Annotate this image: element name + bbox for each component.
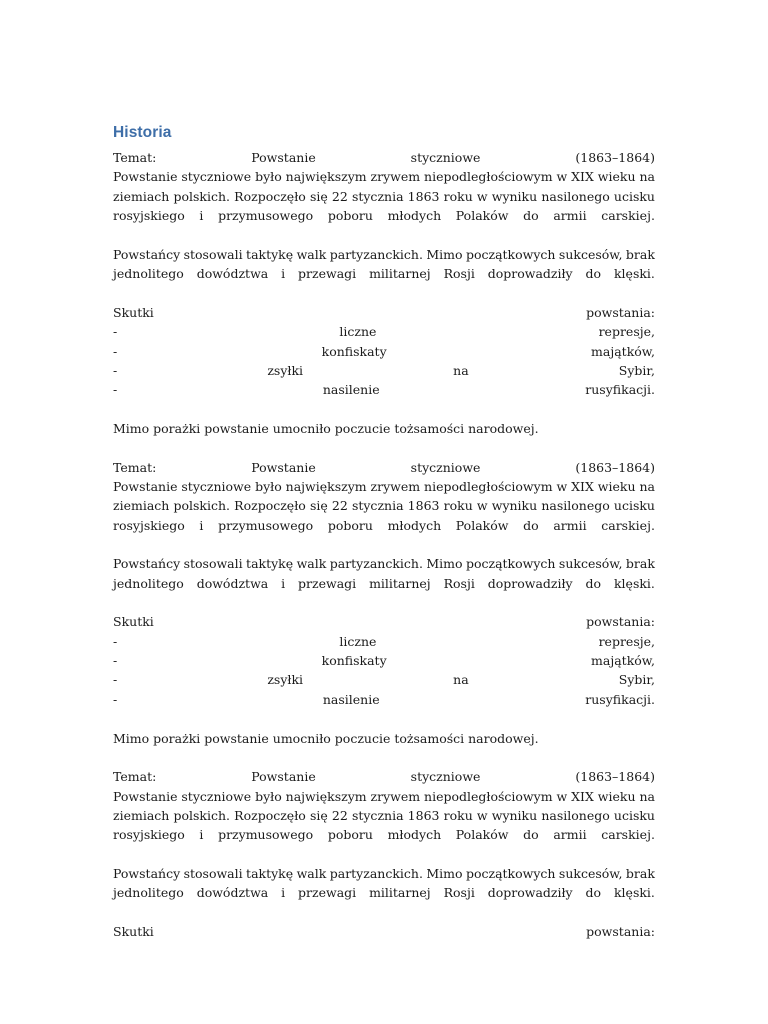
- word: polskich.: [173, 807, 231, 823]
- word: partyzanckich.: [329, 556, 423, 572]
- word: brak: [625, 556, 655, 572]
- word: roku: [443, 188, 473, 204]
- text-line: [113, 361, 655, 381]
- word: militarnej: [369, 885, 431, 901]
- text-line: [113, 825, 655, 845]
- word: Powstanie: [251, 150, 316, 165]
- word: Powstańcy: [113, 556, 181, 572]
- word: stycznia: [351, 807, 404, 823]
- word: Rosji: [443, 885, 475, 901]
- word: dowództwa: [196, 575, 269, 591]
- word: jednolitego: [113, 885, 184, 901]
- word: klęski.: [613, 266, 655, 282]
- text-line: [113, 612, 655, 632]
- word: nasilenie: [322, 382, 380, 398]
- word: przewagi: [298, 885, 357, 901]
- word: brak: [625, 246, 655, 262]
- word: brak: [625, 865, 655, 881]
- word: doprowadziły: [487, 575, 573, 591]
- word: ziemiach: [113, 807, 170, 823]
- word: zrywem: [370, 478, 421, 494]
- word: styczniowe: [181, 788, 252, 804]
- word: XIX: [571, 169, 594, 185]
- word: Powstanie: [251, 769, 316, 785]
- word: wyniku: [491, 498, 538, 514]
- word: Powstanie: [113, 169, 178, 185]
- word: nasilonego: [541, 807, 610, 823]
- word: armii: [553, 208, 587, 224]
- text-line: [113, 883, 655, 903]
- word: największym: [285, 788, 367, 804]
- word: militarnej: [369, 266, 431, 282]
- word: (1863–1864): [575, 769, 655, 785]
- word: stycznia: [351, 188, 404, 204]
- word: Powstanie: [251, 459, 316, 475]
- word: 22: [331, 807, 348, 823]
- word: Rosji: [443, 266, 475, 282]
- text-line: [113, 516, 655, 536]
- word: w: [556, 478, 568, 494]
- word: carskiej.: [601, 517, 655, 533]
- word: sukcesów,: [558, 556, 623, 572]
- word: partyzanckich.: [329, 865, 423, 881]
- word: było: [255, 788, 282, 804]
- word: nasilenie: [322, 691, 380, 707]
- word: i: [281, 575, 286, 591]
- word: -: [113, 382, 118, 398]
- word: na: [639, 478, 655, 494]
- word: Mimo porażki powstanie umocniło poczucie tożsamości narodowej.: [113, 730, 539, 746]
- word: 1863: [407, 188, 440, 204]
- word: 1863: [407, 807, 440, 823]
- word: wyniku: [491, 807, 538, 823]
- text-line: [113, 477, 655, 497]
- text-line: [113, 787, 655, 807]
- word: dowództwa: [196, 266, 269, 282]
- text-line: [113, 632, 655, 652]
- word: Powstańcy: [113, 865, 181, 881]
- word: ziemiach: [113, 498, 170, 514]
- word: (1863–1864): [575, 150, 655, 165]
- word: w: [476, 498, 488, 514]
- word: i: [199, 208, 204, 224]
- text-line: [113, 245, 655, 265]
- word: -: [113, 324, 118, 340]
- word: sukcesów,: [558, 865, 623, 881]
- word: do: [585, 575, 602, 591]
- word: przymusowego: [218, 517, 314, 533]
- word: Mimo porażki powstanie umocniło poczucie tożsamości narodowej.: [113, 420, 539, 436]
- word: na: [639, 169, 655, 185]
- word: początkowych: [465, 246, 556, 262]
- word: Rosji: [443, 575, 475, 591]
- word: było: [255, 169, 282, 185]
- word: rusyfikacji.: [585, 382, 655, 398]
- word: dowództwa: [196, 885, 269, 901]
- word: walk: [296, 556, 327, 572]
- word: nasilonego: [541, 188, 610, 204]
- word: stosowali: [183, 246, 243, 262]
- word: zsyłki: [267, 672, 304, 688]
- word: rosyjskiego: [113, 827, 185, 843]
- word: największym: [285, 478, 367, 494]
- text-line: [113, 264, 655, 284]
- word: poboru: [327, 827, 373, 843]
- word: i: [199, 517, 204, 533]
- word: Temat:: [113, 150, 157, 165]
- text-line: [113, 554, 655, 574]
- word: Skutki: [113, 304, 154, 320]
- word: się: [309, 807, 328, 823]
- word: niepodległościowym: [424, 169, 553, 185]
- word: -: [113, 633, 118, 649]
- word: polskich.: [173, 188, 231, 204]
- word: Powstańcy: [113, 246, 181, 262]
- word: 22: [331, 498, 348, 514]
- word: styczniowe: [181, 169, 252, 185]
- word: styczniowe: [410, 459, 481, 475]
- text-line: [113, 419, 655, 439]
- word: 22: [331, 188, 348, 204]
- word: Powstanie: [113, 788, 178, 804]
- word: wieku: [597, 788, 636, 804]
- word: stycznia: [351, 498, 404, 514]
- word: XIX: [571, 788, 594, 804]
- text-line: [113, 670, 655, 690]
- text-line: [113, 651, 655, 671]
- page-title: Historia: [113, 124, 172, 141]
- word: Skutki: [113, 924, 154, 939]
- word: klęski.: [613, 575, 655, 591]
- text-line: [113, 574, 655, 594]
- word: Rozpoczęło: [234, 807, 306, 823]
- word: rusyfikacji.: [585, 691, 655, 707]
- word: młodych: [387, 517, 442, 533]
- word: do: [523, 208, 539, 224]
- word: (1863–1864): [575, 459, 655, 475]
- text-line: [113, 458, 655, 478]
- text-line: [113, 148, 655, 168]
- word: liczne: [339, 633, 377, 649]
- word: młodych: [387, 827, 442, 843]
- text-line: [113, 864, 655, 884]
- word: walk: [296, 246, 327, 262]
- word: poboru: [327, 517, 373, 533]
- word: Sybir,: [618, 362, 655, 378]
- word: wieku: [597, 169, 636, 185]
- word: początkowych: [465, 556, 556, 572]
- word: i: [199, 827, 204, 843]
- word: rosyjskiego: [113, 517, 185, 533]
- word: do: [585, 885, 602, 901]
- word: represje,: [598, 633, 655, 649]
- word: rosyjskiego: [113, 208, 185, 224]
- word: Temat:: [113, 459, 157, 475]
- word: ucisku: [613, 498, 655, 514]
- word: Sybir,: [618, 672, 655, 688]
- word: powstania:: [586, 304, 655, 320]
- word: jednolitego: [113, 575, 184, 591]
- word: majątków,: [591, 653, 655, 669]
- word: wieku: [597, 478, 636, 494]
- word: armii: [553, 827, 587, 843]
- word: Skutki: [113, 614, 154, 630]
- word: na: [639, 788, 655, 804]
- text-line: [113, 342, 655, 362]
- word: konfiskaty: [321, 343, 387, 359]
- word: klęski.: [613, 885, 655, 901]
- word: w: [476, 807, 488, 823]
- word: konfiskaty: [321, 653, 387, 669]
- word: i: [281, 885, 286, 901]
- text-line: [113, 496, 655, 516]
- word: doprowadziły: [487, 885, 573, 901]
- text-line: [113, 187, 655, 207]
- word: partyzanckich.: [329, 246, 423, 262]
- word: Polaków: [455, 517, 509, 533]
- word: Rozpoczęło: [234, 188, 306, 204]
- word: taktykę: [246, 246, 294, 262]
- word: -: [113, 362, 118, 378]
- word: niepodległościowym: [424, 478, 553, 494]
- word: -: [113, 343, 118, 359]
- word: do: [585, 266, 602, 282]
- word: w: [556, 788, 568, 804]
- word: początkowych: [465, 865, 556, 881]
- word: ziemiach: [113, 188, 170, 204]
- word: doprowadziły: [487, 266, 573, 282]
- text-line: [113, 322, 655, 342]
- word: Mimo: [426, 865, 463, 881]
- word: stosowali: [183, 556, 243, 572]
- word: ucisku: [613, 188, 655, 204]
- word: majątków,: [591, 343, 655, 359]
- word: w: [556, 169, 568, 185]
- word: represje,: [598, 324, 655, 340]
- word: młodych: [387, 208, 442, 224]
- word: do: [523, 827, 539, 843]
- word: przewagi: [298, 575, 357, 591]
- word: i: [281, 266, 286, 282]
- word: do: [523, 517, 539, 533]
- word: się: [309, 498, 328, 514]
- word: -: [113, 691, 118, 707]
- word: XIX: [571, 478, 594, 494]
- word: niepodległościowym: [424, 788, 553, 804]
- word: jednolitego: [113, 266, 184, 282]
- word: na: [453, 362, 469, 378]
- word: taktykę: [246, 865, 294, 881]
- word: walk: [296, 865, 327, 881]
- text-line: [113, 167, 655, 187]
- word: wyniku: [491, 188, 538, 204]
- word: było: [255, 478, 282, 494]
- word: Mimo: [426, 556, 463, 572]
- word: polskich.: [173, 498, 231, 514]
- word: -: [113, 672, 118, 688]
- word: styczniowe: [181, 478, 252, 494]
- word: militarnej: [369, 575, 431, 591]
- word: poboru: [327, 208, 373, 224]
- word: 1863: [407, 498, 440, 514]
- text-line: [113, 303, 655, 323]
- word: w: [476, 188, 488, 204]
- text-line: [113, 380, 655, 400]
- word: powstania:: [586, 924, 655, 939]
- word: ucisku: [613, 807, 655, 823]
- text-line: [113, 922, 655, 942]
- word: na: [453, 672, 469, 688]
- word: Temat:: [113, 769, 157, 785]
- word: -: [113, 653, 118, 669]
- text-line: [113, 729, 655, 749]
- text-line: [113, 767, 655, 787]
- word: carskiej.: [601, 208, 655, 224]
- word: przymusowego: [218, 208, 314, 224]
- word: powstania:: [586, 614, 655, 630]
- word: Polaków: [455, 208, 509, 224]
- word: armii: [553, 517, 587, 533]
- word: przewagi: [298, 266, 357, 282]
- text-line: [113, 806, 655, 826]
- word: zsyłki: [267, 362, 304, 378]
- word: styczniowe: [410, 150, 481, 165]
- word: sukcesów,: [558, 246, 623, 262]
- word: Polaków: [455, 827, 509, 843]
- word: nasilonego: [541, 498, 610, 514]
- word: styczniowe: [410, 769, 481, 785]
- word: Powstanie: [113, 478, 178, 494]
- word: się: [309, 188, 328, 204]
- word: Mimo: [426, 246, 463, 262]
- word: największym: [285, 169, 367, 185]
- word: liczne: [339, 324, 377, 340]
- word: zrywem: [370, 788, 421, 804]
- text-line: [113, 690, 655, 710]
- word: stosowali: [183, 865, 243, 881]
- word: roku: [443, 807, 473, 823]
- word: roku: [443, 498, 473, 514]
- word: carskiej.: [601, 827, 655, 843]
- text-line: [113, 206, 655, 226]
- word: przymusowego: [218, 827, 314, 843]
- word: taktykę: [246, 556, 294, 572]
- word: Rozpoczęło: [234, 498, 306, 514]
- word: zrywem: [370, 169, 421, 185]
